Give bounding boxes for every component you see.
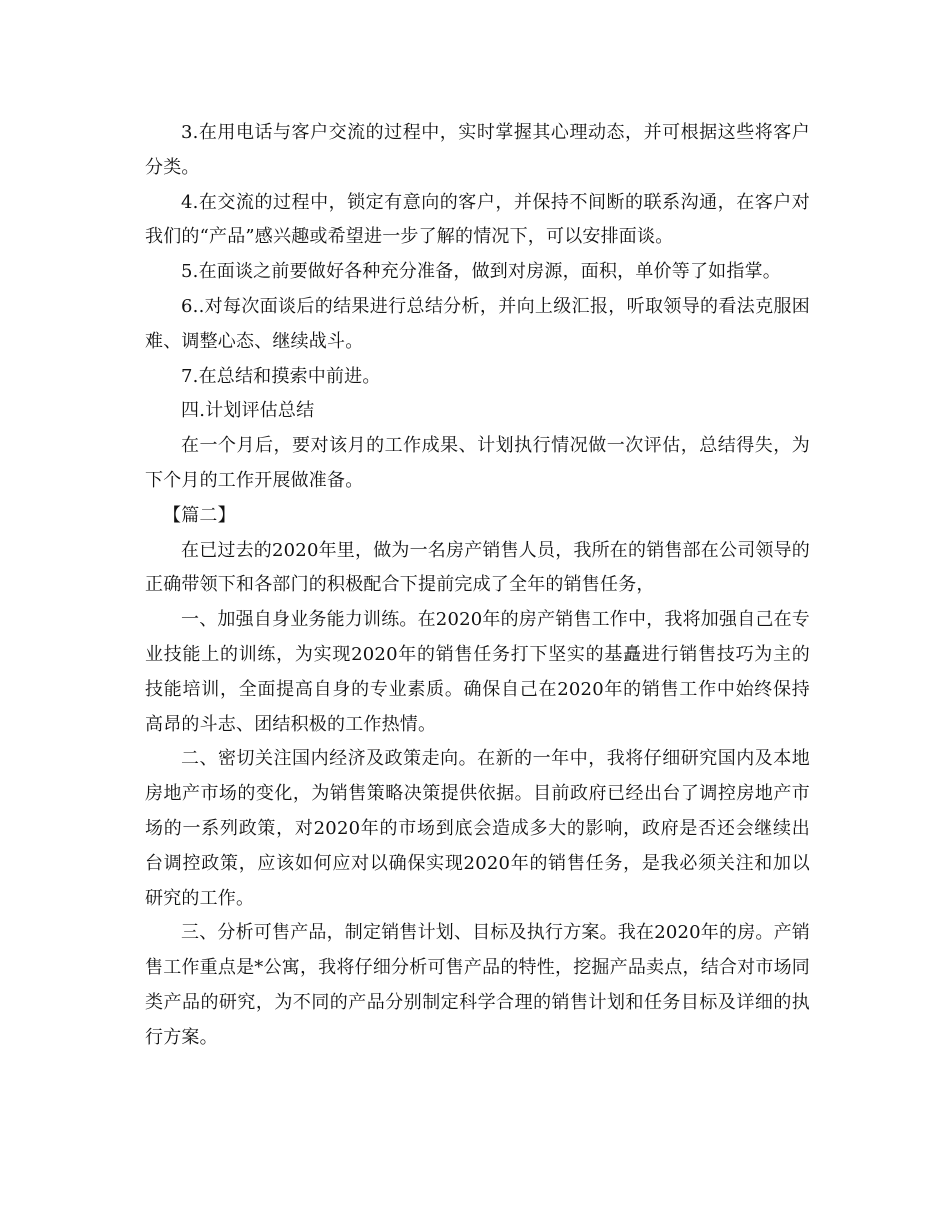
paragraph-point-one: 一、加强自身业务能力训练。在2020年的房产销售工作中，我将加强自己在专业技能上的训练，为实现2020年的销售任务打下坚实的基矗进行销售技巧为主的技能培训，全面提高自身的专业素质。确保自己在2020年的销售工作中始终保持高昂的斗志、团结积极的工作热情。 — [145, 609, 811, 735]
document-body — [145, 116, 810, 1056]
paragraph-item-4: 4.在交流的过程中，锁定有意向的客户，并保持不间断的联系沟通，在客户对我们的“产品”感兴趣或希望进一步了解的情况下，可以安排面谈。 — [145, 191, 810, 248]
paragraph-intro-2020: 在已过去的2020年里，做为一名房产销售人员，我所在的销售部在公司领导的正确带领下和各部门的积极配合下提前完成了全年的销售任务， — [145, 539, 811, 596]
paragraph-item-7: 7.在总结和摸索中前进。 — [181, 365, 381, 387]
paragraph-point-three: 三、分析可售产品，制定销售计划、目标及执行方案。我在2020年的房。产销售工作重点是*公寓，我将仔细分析可售产品的特性，挖掘产品卖点，结合对市场同类产品的研究，为不同的产品分别制定科学合理的销售计划和任务目标及详细的执行方案。 — [145, 922, 811, 1048]
paragraph-item-6: 6..对每次面谈后的结果进行总结分析，并向上级汇报，听取领导的看法克服困难、调整心态、继续战斗。 — [145, 295, 810, 352]
paragraph-plan-evaluation: 在一个月后，要对该月的工作成果、计划执行情况做一次评估，总结得失，为下个月的工作开展做准备。 — [145, 435, 810, 491]
section-heading-plan-evaluation: 四.计划评估总结 — [181, 400, 315, 422]
paragraph-item-5: 5.在面谈之前要做好各种充分准备，做到对房源，面积，单价等了如指掌。 — [181, 261, 781, 283]
section-tag-part-two: 【篇二】 — [163, 504, 236, 526]
paragraph-point-two: 二、密切关注国内经济及政策走向。在新的一年中，我将仔细研究国内及本地房地产市场的变化，为销售策略决策提供依据。目前政府已经出台了调控房地产市场的一系列政策，对2020年的市场到底会造成多大的影响，政府是否还会继续出台调控政策，应该如何应对以确保实现2020年的销售任务，是我必须关注和加以研究的工作。 — [145, 748, 810, 909]
paragraph-item-3: 3.在用电话与客户交流的过程中，实时掌握其心理动态，并可根据这些将客户分类。 — [145, 122, 810, 178]
